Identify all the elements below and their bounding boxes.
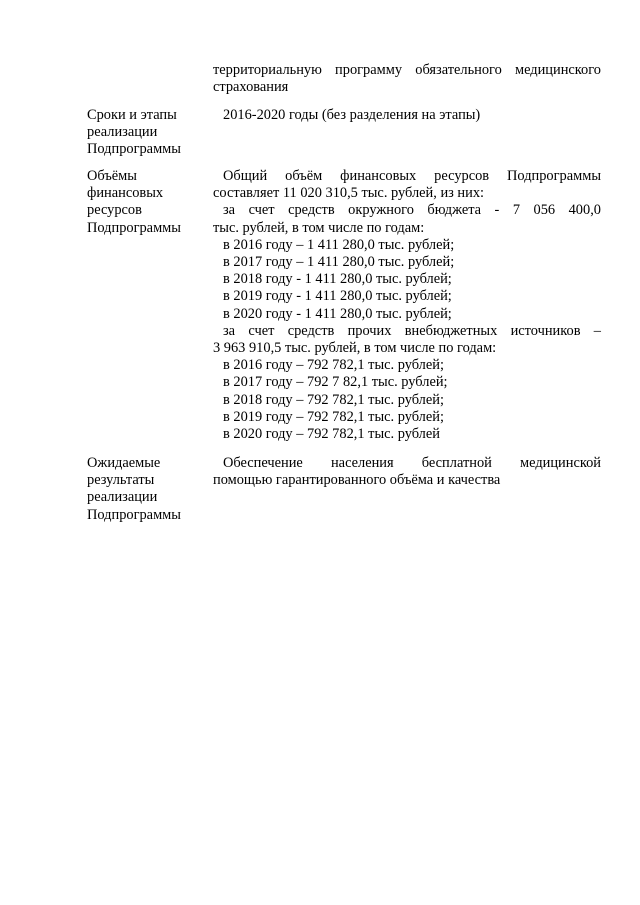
row-timeline-label [87,107,205,159]
expected-results-line-2: помощью гарантированного объёма и качества [213,472,501,489]
row-financing-value [213,168,601,443]
district-year-item: в 2019 году - 1 411 280,0 тыс. рублей; [223,288,452,305]
district-year-item: в 2018 году - 1 411 280,0 тыс. рублей; [223,271,452,288]
continuation-value [213,62,601,96]
other-year-item: в 2020 году – 792 782,1 тыс. рублей [223,426,440,443]
label-line: Подпрограммы [87,506,181,523]
district-year-item: в 2020 году - 1 411 280,0 тыс. рублей; [223,305,452,322]
row-financing-label [87,168,205,237]
timeline-text: 2016-2020 годы (без разделения на этапы) [223,107,481,123]
label-line: финансовых [87,185,164,202]
other-year-item: в 2018 году – 792 782,1 тыс. рублей; [223,391,444,408]
label-line: Ожидаемые [87,455,161,471]
row-expected-results-label [87,455,205,524]
other-year-item: в 2016 году – 792 782,1 тыс. рублей; [223,357,444,374]
continuation-line-2: страхования [213,79,289,96]
label-line: результаты [87,472,155,489]
financing-total-line-2: составляет 11 020 310,5 тыс. рублей, из них: [213,185,485,202]
label-line: Объёмы [87,168,137,184]
financing-other-line-2: 3 963 910,5 тыс. рублей, в том числе по годам: [213,340,497,357]
label-line: Подпрограммы [87,141,181,158]
district-year-item: в 2016 году – 1 411 280,0 тыс. рублей; [223,236,455,253]
financing-district-line-1: за счет средств окружного бюджета - 7 056 400,0 [223,202,601,219]
label-line: Подпрограммы [87,219,181,236]
other-year-item: в 2019 году – 792 782,1 тыс. рублей; [223,408,444,425]
district-year-item: в 2017 году – 1 411 280,0 тыс. рублей; [223,254,455,271]
row-timeline-value [213,107,601,124]
row-expected-results-value [213,455,601,489]
label-line: ресурсов [87,202,142,219]
label-line: реализации [87,124,158,141]
expected-results-line-1: Обеспечение населения бесплатной медицинской [223,455,601,471]
continuation-line-1: территориальную программу обязательного медицинского [213,62,601,78]
label-line: реализации [87,489,158,506]
financing-district-line-2: тыс. рублей, в том числе по годам: [213,219,425,236]
financing-other-line-1: за счет средств прочих внебюджетных источников – [223,322,601,339]
label-line: Сроки и этапы [87,107,177,123]
other-year-item: в 2017 году – 792 7 82,1 тыс. рублей; [223,374,448,391]
financing-total-line-1: Общий объём финансовых ресурсов Подпрограммы [223,168,601,184]
